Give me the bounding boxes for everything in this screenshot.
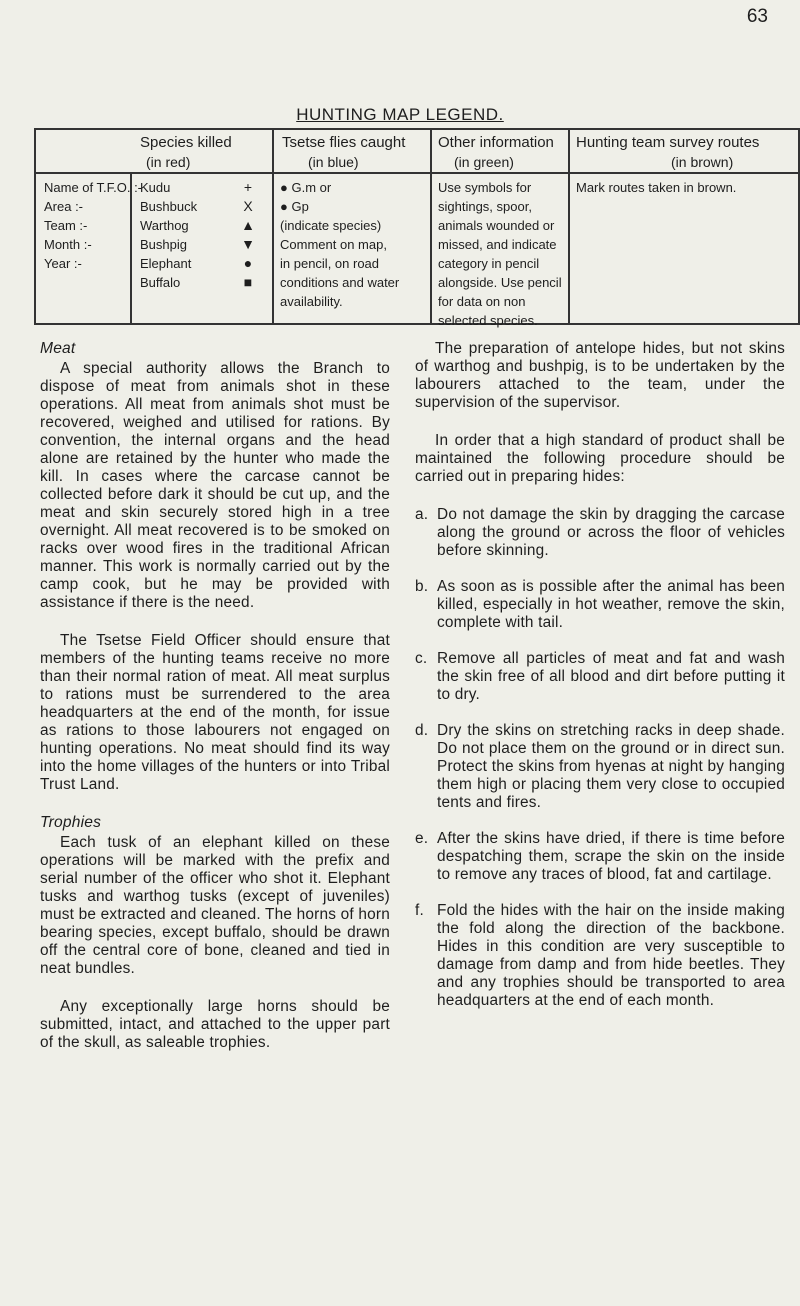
species-row bbox=[140, 178, 256, 197]
record-field: Year :- bbox=[44, 256, 82, 271]
species-name: Buffalo bbox=[140, 275, 181, 290]
column-divider bbox=[430, 130, 432, 323]
tsetse-line: Comment on map, bbox=[280, 237, 387, 252]
species-row bbox=[140, 197, 256, 216]
step-text: Dry the skins on stretching racks in deep shade. Do not place them on the ground or in direct sun. Protect the skins from hyenas at night by hanging them high or placing them very close to occupied tents and fires. bbox=[437, 722, 785, 811]
tsetse-line: ● Gp bbox=[280, 199, 309, 214]
list-item bbox=[415, 722, 785, 812]
tsetse-line: (indicate species) bbox=[280, 218, 382, 233]
species-name: Elephant bbox=[140, 256, 192, 271]
meat-heading: Meat bbox=[40, 340, 76, 357]
tsetse-line: conditions and water bbox=[280, 275, 400, 290]
other-line: sightings, spoor, bbox=[438, 199, 532, 214]
meat-paragraph-2: The Tsetse Field Officer should ensure that members of the hunting teams receive no more than their normal ration of meat. All meat surplus to rations must be surrendered to the area headquarters at the end of the month, for issue as rations to those labourers not engaged on hunting operations. No meat should find its way into the home villages of the hunters or into Tribal Trust Land. bbox=[40, 632, 390, 793]
species-row bbox=[140, 216, 256, 235]
species-row bbox=[140, 254, 256, 273]
column-divider bbox=[568, 130, 570, 323]
column-divider bbox=[272, 130, 274, 323]
tsetse-info bbox=[280, 178, 399, 311]
record-field: Month :- bbox=[44, 237, 92, 252]
header-species: Species killed bbox=[140, 134, 232, 151]
triangle-down-icon: ▼ bbox=[241, 236, 255, 252]
species-row bbox=[140, 273, 256, 292]
tsetse-line: availability. bbox=[280, 294, 343, 309]
trophies-paragraph-1: Each tusk of an elephant killed on these operations will be marked with the prefix and serial number of the officer who shot it. Elephant tusks and warthog tusks (except of juveniles) must be extracted and cleaned. The horns of horn bearing species, except buffalo, should be drawn off the central core of bone, cleaned and tied in neat bundles. bbox=[40, 834, 390, 977]
species-name: Bushbuck bbox=[140, 199, 198, 214]
other-line: for data on non bbox=[438, 294, 526, 309]
square-icon: ■ bbox=[243, 274, 253, 290]
species-name: Kudu bbox=[140, 180, 171, 195]
header-other-color: (in green) bbox=[454, 154, 514, 170]
step-text: As soon as is possible after the animal has been killed, especially in hot weather, remove the skin, complete with tail. bbox=[437, 578, 785, 631]
other-line: missed, and indicate bbox=[438, 237, 557, 252]
record-field: Team :- bbox=[44, 218, 88, 233]
record-field: Area :- bbox=[44, 199, 84, 214]
header-species-color: (in red) bbox=[146, 154, 191, 170]
legend-title-text: HUNTING MAP LEGEND. bbox=[296, 105, 504, 124]
tsetse-line: in pencil, on road bbox=[280, 256, 380, 271]
step-text: Fold the hides with the hair on the inside making the fold along the direction of the backbone. Hides in this condition are very susceptible to damage from damp and from hide beetles. They and any trophies should be transported to area headquarters at the end of each month. bbox=[437, 902, 785, 1009]
step-marker: d. bbox=[415, 722, 429, 739]
other-line: animals wounded or bbox=[438, 218, 555, 233]
step-marker: a. bbox=[415, 506, 429, 523]
cross-icon: X bbox=[243, 198, 253, 214]
list-item bbox=[415, 506, 785, 560]
step-text: Remove all particles of meat and fat and wash the skin free of all blood and dirt before putting it to dry. bbox=[437, 650, 785, 703]
step-marker: e. bbox=[415, 830, 429, 847]
hides-paragraph-2: In order that a high standard of product shall be maintained the following procedure should be carried out in preparing hides: bbox=[415, 432, 785, 485]
left-column bbox=[40, 340, 390, 1072]
plus-icon: + bbox=[243, 179, 253, 195]
step-text: After the skins have dried, if there is time before despatching them, scrape the skin on the inside to remove any traces of blood, fat and cartilage. bbox=[437, 830, 785, 883]
species-row bbox=[140, 235, 256, 254]
list-item bbox=[415, 650, 785, 704]
step-text: Do not damage the skin by dragging the carcase along the ground or across the floor of vehicles before skinning. bbox=[437, 506, 785, 559]
species-name: Bushpig bbox=[140, 237, 187, 252]
other-info bbox=[438, 178, 562, 330]
routes-line: Mark routes taken in brown. bbox=[576, 180, 737, 195]
other-line: alongside. Use pencil bbox=[438, 275, 562, 290]
header-tsetse-color: (in blue) bbox=[308, 154, 359, 170]
step-marker: f. bbox=[415, 902, 424, 919]
species-list bbox=[140, 178, 256, 292]
header-routes-color: (in brown) bbox=[671, 154, 734, 170]
hides-paragraph-1: The preparation of antelope hides, but not skins of warthog and bushpig, is to be undertaken by the labourers attached to the team, under the supervision of the supervisor. bbox=[415, 340, 785, 411]
circle-icon: ● bbox=[243, 255, 253, 271]
header-other: Other information bbox=[438, 134, 554, 151]
triangle-up-icon: ▲ bbox=[241, 217, 255, 233]
routes-info bbox=[576, 178, 736, 197]
other-line: category in pencil bbox=[438, 256, 540, 271]
species-name: Warthog bbox=[140, 218, 189, 233]
header-tsetse: Tsetse flies caught bbox=[282, 134, 406, 151]
legend-table bbox=[34, 128, 800, 328]
record-field: Name of T.F.O. :- bbox=[44, 180, 143, 195]
meat-paragraph-1: A special authority allows the Branch to dispose of meat from animals shot in these operations. All meat from animals shot must be recovered, weighed and utilised for rations. By convention, the internal organs and the head alone are retained by the hunter who made the kill. In cases where the carcase cannot be collected before dark it should be cut up, and the meat and skin securely stored high in a tree overnight. All meat recovered is to be smoked on racks over wood fires in the traditional African manner. This work is normally carried out by the camp cook, but he may be provided with assistance if there is the need. bbox=[40, 360, 390, 611]
list-item bbox=[415, 578, 785, 632]
other-line: selected species. bbox=[438, 313, 538, 328]
tsetse-line: ● G.m or bbox=[280, 180, 332, 195]
header-divider bbox=[36, 172, 798, 174]
right-column bbox=[415, 340, 785, 1028]
step-marker: b. bbox=[415, 578, 429, 595]
record-fields bbox=[44, 178, 142, 273]
other-line: Use symbols for bbox=[438, 180, 532, 195]
hide-preparation-steps bbox=[415, 506, 785, 1010]
list-item bbox=[415, 830, 785, 884]
trophies-heading: Trophies bbox=[40, 814, 102, 831]
step-marker: c. bbox=[415, 650, 428, 667]
header-routes: Hunting team survey routes bbox=[576, 134, 760, 151]
page-number: 63 bbox=[746, 6, 768, 27]
list-item bbox=[415, 902, 785, 1010]
legend-title bbox=[0, 105, 800, 125]
trophies-paragraph-2: Any exceptionally large horns should be submitted, intact, and attached to the upper part of the skull, as saleable trophies. bbox=[40, 998, 390, 1051]
